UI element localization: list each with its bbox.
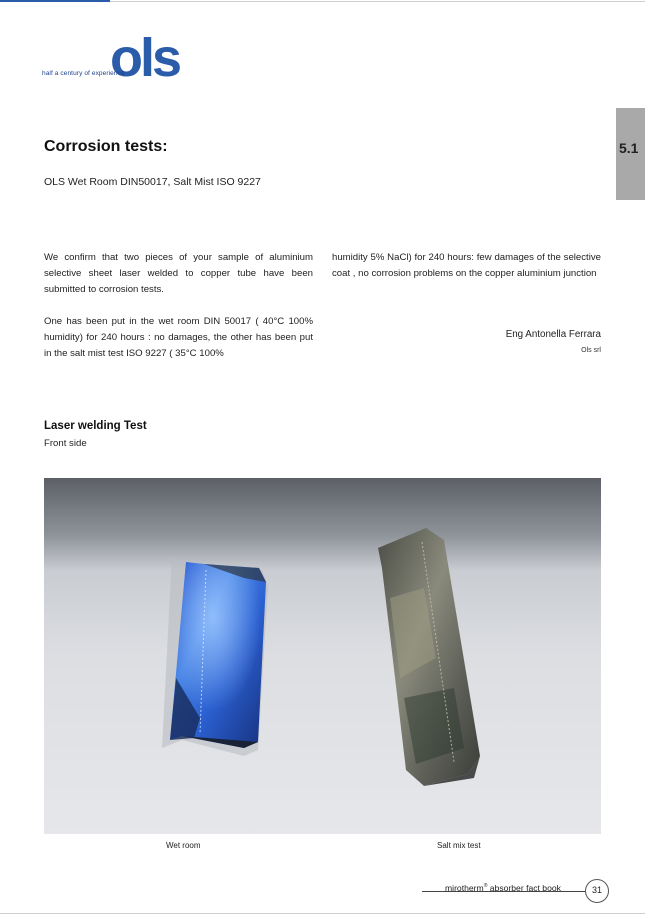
footer-book-suffix: absorber fact book (489, 883, 561, 893)
top-rule-accent (0, 0, 110, 2)
caption-salt-mix-test: Salt mix test (437, 841, 481, 850)
section-number: 5.1 (619, 140, 639, 156)
paragraph-results: humidity 5% NaCl) for 240 hours: few damages of the selective coat , no corrosion problems on the copper aluminium junction (332, 252, 601, 279)
sample-photo (44, 478, 601, 834)
footer-book-title (445, 883, 561, 893)
signer-company: Ols srl (581, 347, 601, 354)
text-column-left (44, 250, 313, 362)
laser-test-subheading: Front side (44, 438, 87, 449)
logo-tagline: half a century of experience (42, 70, 125, 77)
paragraph-test-details: One has been put in the wet room DIN 50017 ( 40°C 100% humidity) for 240 hours : no damages, the other has been put in the salt mist test ISO 9227 ( 35°C 100% (44, 316, 313, 359)
page-title: Corrosion tests: (44, 138, 168, 155)
footer-book-name: mirotherm (445, 883, 484, 893)
wet-room-sample (170, 562, 266, 748)
laser-test-heading: Laser welding Test (44, 420, 147, 432)
logo-wordmark: ols (110, 28, 180, 82)
registered-mark: ® (483, 883, 488, 890)
bottom-rule (0, 913, 645, 914)
text-column-right (332, 250, 601, 282)
page-subtitle: OLS Wet Room DIN50017, Salt Mist ISO 9227 (44, 176, 261, 188)
top-rule (110, 1, 645, 2)
signer-name: Eng Antonella Ferrara (505, 329, 601, 340)
photo-background (44, 478, 601, 834)
caption-wet-room: Wet room (166, 841, 201, 850)
paragraph-confirmation: We confirm that two pieces of your sample of aluminium selective sheet laser welded to copper tube have been submitted to corrosion tests. (44, 252, 313, 295)
page-number: 31 (591, 885, 602, 895)
